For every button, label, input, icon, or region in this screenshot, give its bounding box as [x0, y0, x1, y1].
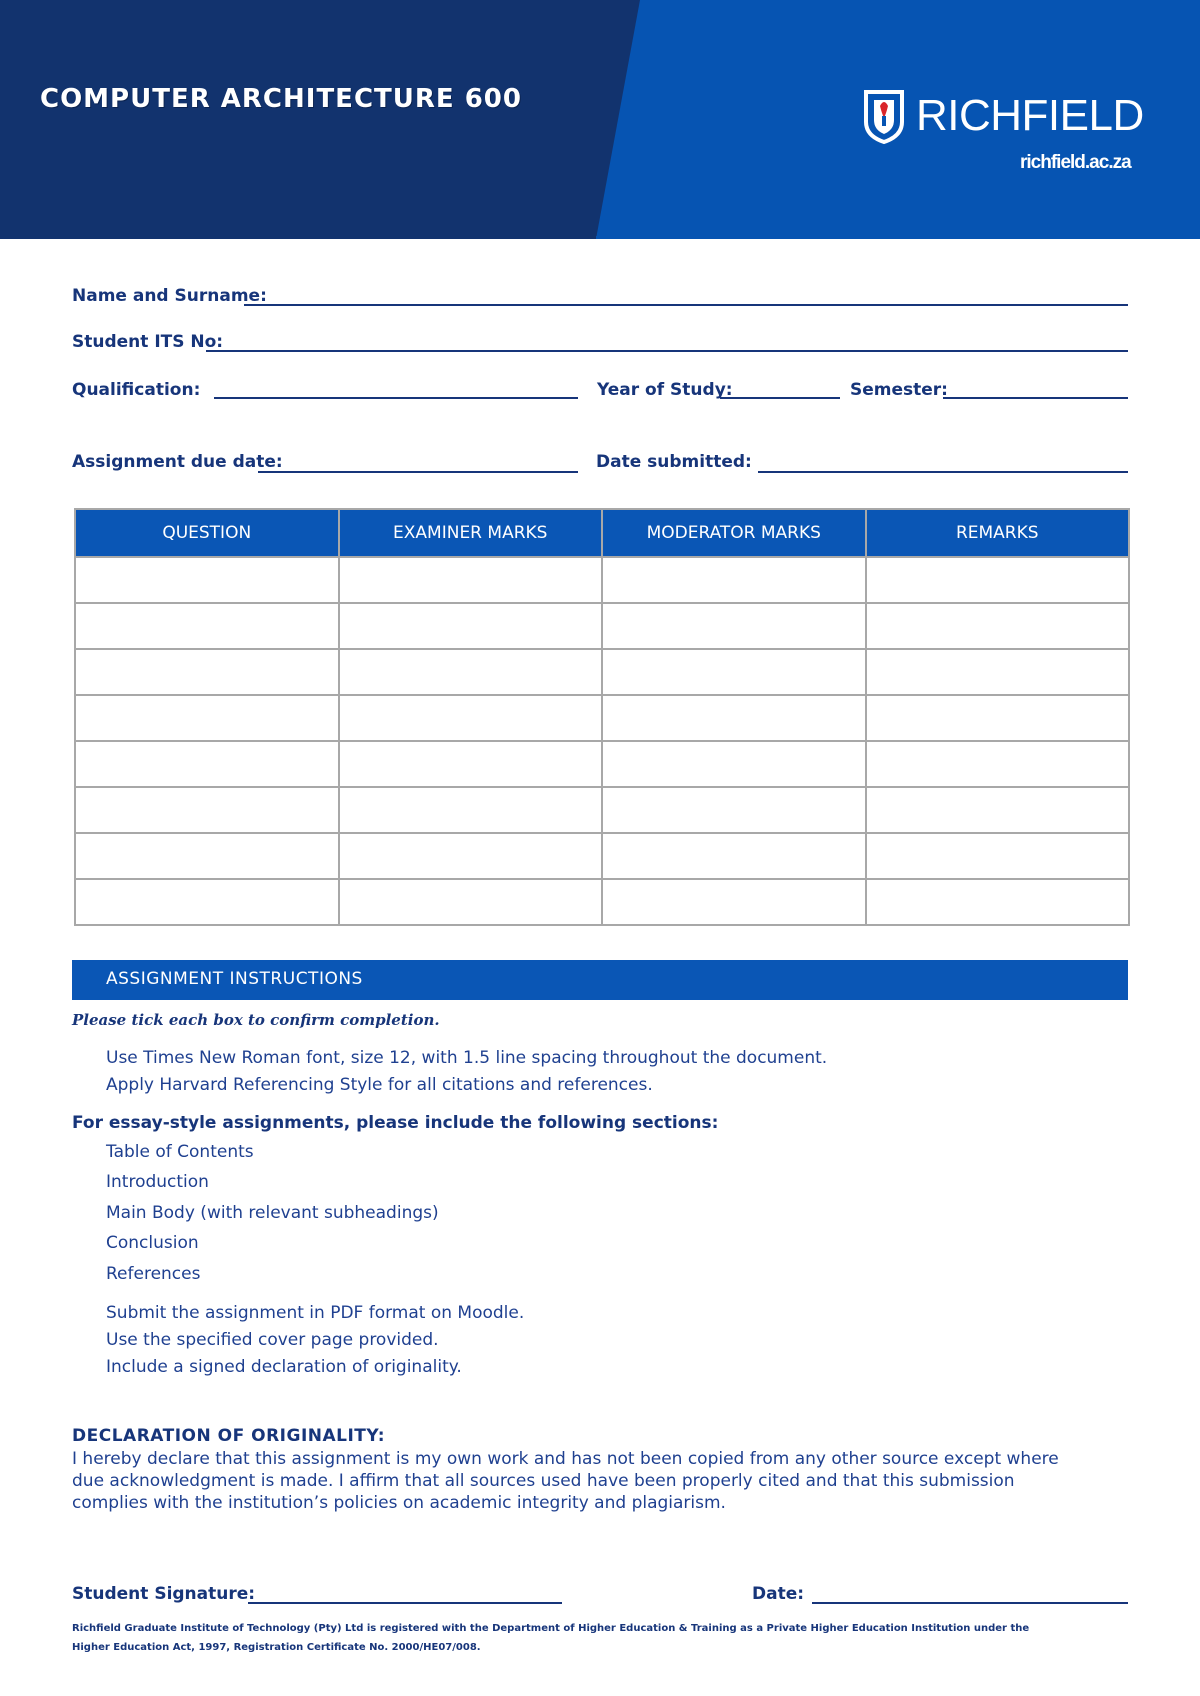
- instruction-item: Use Times New Roman font, size 12, with 1.5 line spacing throughout the document.: [106, 1048, 828, 1068]
- question-column-header: QUESTION: [75, 509, 339, 557]
- qualification-label: Qualification:: [72, 380, 201, 400]
- remarks-cell[interactable]: [866, 787, 1130, 833]
- instruction-item: Include a signed declaration of originality.: [106, 1357, 462, 1377]
- student-signature-label: Student Signature:: [72, 1584, 256, 1604]
- instruction-item: Apply Harvard Referencing Style for all citations and references.: [106, 1075, 653, 1095]
- date-submitted-label: Date submitted:: [596, 452, 752, 472]
- header-accent-strip: [596, 236, 1096, 239]
- remarks-cell[interactable]: [866, 557, 1130, 603]
- examiner-marks-cell[interactable]: [339, 557, 603, 603]
- name-surname-label: Name and Surname:: [72, 286, 267, 306]
- table-row: [75, 695, 1129, 741]
- student-its-label: Student ITS No:: [72, 332, 224, 352]
- marks-table-header-row: [75, 509, 1129, 557]
- registration-footer: Richfield Graduate Institute of Technology (Pty) Ltd is registered with the Department of Higher Education & Training as a Private Higher Education Institution under the Higher Education Act, 1997, Registration Certificate No. 2000/HE07/008.: [72, 1623, 1030, 1653]
- moderator-marks-column-header: MODERATOR MARKS: [602, 509, 866, 557]
- instructions-section-bar: [72, 960, 1128, 1000]
- examiner-marks-cell[interactable]: [339, 603, 603, 649]
- year-of-study-label: Year of Study:: [597, 380, 733, 400]
- essay-sections-heading: For essay-style assignments, please include the following sections:: [72, 1113, 719, 1133]
- question-cell[interactable]: [75, 603, 339, 649]
- semester-label: Semester:: [850, 380, 948, 400]
- declaration-text: I hereby declare that this assignment is my own work and has not been copied from any other source except where due acknowledgment is made. I affirm that all sources used have been properly cited and that this submission complies with the institution’s policies on academic integrity and plagiarism.: [72, 1449, 1059, 1513]
- table-row: [75, 557, 1129, 603]
- question-cell[interactable]: [75, 695, 339, 741]
- essay-section-item: References: [106, 1264, 201, 1284]
- name-surname-line[interactable]: [244, 304, 1128, 306]
- remarks-cell[interactable]: [866, 879, 1130, 925]
- semester-line[interactable]: [943, 397, 1128, 399]
- due-date-label: Assignment due date:: [72, 452, 283, 472]
- question-cell[interactable]: [75, 879, 339, 925]
- moderator-marks-cell[interactable]: [602, 557, 866, 603]
- examiner-marks-cell[interactable]: [339, 741, 603, 787]
- table-row: [75, 603, 1129, 649]
- table-row: [75, 787, 1129, 833]
- essay-section-item: Table of Contents: [106, 1142, 254, 1162]
- table-row: [75, 649, 1129, 695]
- question-cell[interactable]: [75, 741, 339, 787]
- remarks-cell[interactable]: [866, 649, 1130, 695]
- remarks-cell[interactable]: [866, 833, 1130, 879]
- richfield-logo: [862, 86, 1144, 146]
- tick-box-note: Please tick each box to confirm completion.: [72, 1011, 440, 1029]
- table-row: [75, 879, 1129, 925]
- essay-section-item: Conclusion: [106, 1233, 199, 1253]
- question-cell[interactable]: [75, 649, 339, 695]
- website-url: richfield.ac.za: [1020, 152, 1131, 173]
- header-banner: [0, 0, 1200, 239]
- question-cell[interactable]: [75, 557, 339, 603]
- remarks-cell[interactable]: [866, 695, 1130, 741]
- signature-date-line[interactable]: [812, 1602, 1128, 1604]
- examiner-marks-cell[interactable]: [339, 695, 603, 741]
- remarks-cell[interactable]: [866, 603, 1130, 649]
- essay-section-item: Main Body (with relevant subheadings): [106, 1203, 439, 1223]
- student-signature-line[interactable]: [248, 1602, 562, 1604]
- moderator-marks-cell[interactable]: [602, 603, 866, 649]
- remarks-column-header: REMARKS: [866, 509, 1130, 557]
- document-title: COMPUTER ARCHITECTURE 600: [40, 84, 522, 114]
- examiner-marks-column-header: EXAMINER MARKS: [339, 509, 603, 557]
- essay-section-item: Introduction: [106, 1172, 209, 1192]
- logo-wordmark: RICHFIELD: [916, 91, 1144, 140]
- date-submitted-line[interactable]: [758, 471, 1128, 473]
- question-cell[interactable]: [75, 833, 339, 879]
- moderator-marks-cell[interactable]: [602, 879, 866, 925]
- moderator-marks-cell[interactable]: [602, 741, 866, 787]
- student-its-line[interactable]: [206, 350, 1128, 352]
- question-cell[interactable]: [75, 787, 339, 833]
- moderator-marks-cell[interactable]: [602, 649, 866, 695]
- remarks-cell[interactable]: [866, 741, 1130, 787]
- shield-logo-icon: [862, 88, 906, 144]
- signature-date-label: Date:: [752, 1584, 805, 1604]
- examiner-marks-cell[interactable]: [339, 787, 603, 833]
- examiner-marks-cell[interactable]: [339, 649, 603, 695]
- table-row: [75, 833, 1129, 879]
- examiner-marks-cell[interactable]: [339, 833, 603, 879]
- due-date-line[interactable]: [258, 471, 578, 473]
- instructions-title: ASSIGNMENT INSTRUCTIONS: [106, 969, 363, 989]
- year-of-study-line[interactable]: [720, 397, 840, 399]
- marks-table: [74, 508, 1130, 926]
- instruction-item: Use the specified cover page provided.: [106, 1330, 439, 1350]
- moderator-marks-cell[interactable]: [602, 833, 866, 879]
- qualification-line[interactable]: [214, 397, 578, 399]
- table-row: [75, 741, 1129, 787]
- declaration-title: DECLARATION OF ORIGINALITY:: [72, 1426, 386, 1446]
- examiner-marks-cell[interactable]: [339, 879, 603, 925]
- moderator-marks-cell[interactable]: [602, 787, 866, 833]
- instruction-item: Submit the assignment in PDF format on Moodle.: [106, 1303, 525, 1323]
- moderator-marks-cell[interactable]: [602, 695, 866, 741]
